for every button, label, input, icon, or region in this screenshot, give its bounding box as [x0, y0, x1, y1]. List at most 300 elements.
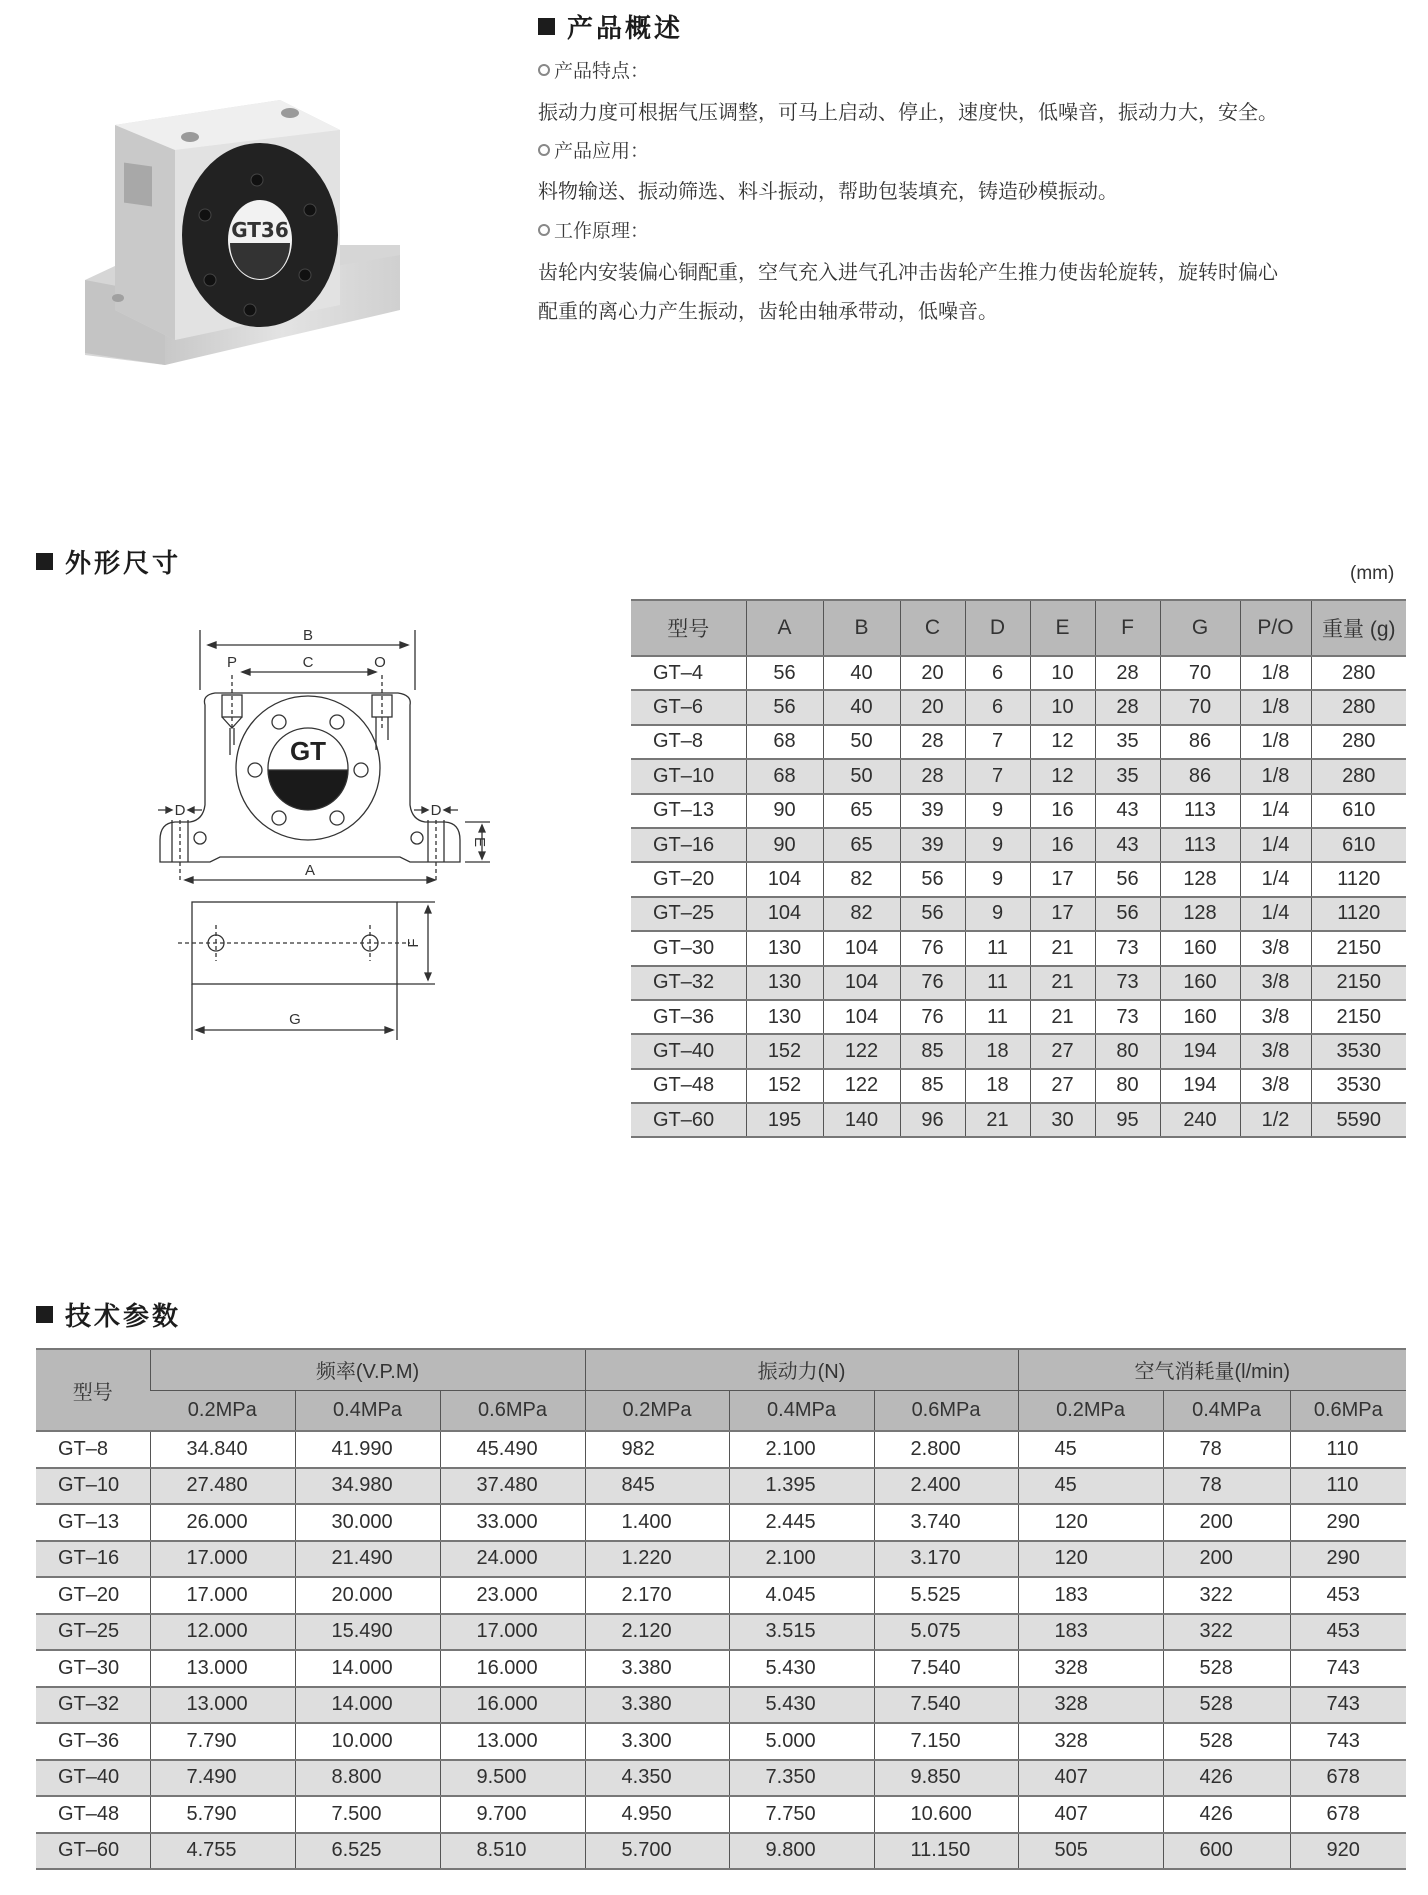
value-cell: 13.000: [150, 1650, 295, 1687]
table-row: [631, 794, 1406, 828]
value-cell: 9: [965, 794, 1030, 828]
value-cell: 290: [1290, 1504, 1406, 1541]
value-cell: 328: [1018, 1650, 1163, 1687]
value-cell: 3530: [1311, 1034, 1406, 1068]
overview-heading-text: 产品概述: [567, 14, 684, 44]
value-cell: 12.000: [150, 1614, 295, 1651]
column-header: D: [965, 600, 1030, 656]
value-cell: 130: [746, 931, 823, 965]
value-cell: 21: [965, 1103, 1030, 1137]
table-row: [631, 828, 1406, 862]
value-cell: 82: [823, 862, 900, 896]
pressure-header: 0.6MPa: [440, 1390, 585, 1431]
column-header: G: [1160, 600, 1240, 656]
value-cell: 21: [1030, 931, 1095, 965]
value-cell: 68: [746, 759, 823, 793]
model-cell: GT–40: [631, 1034, 746, 1068]
table-row: [631, 656, 1406, 690]
technical-table: [36, 1348, 1406, 1870]
value-cell: 11: [965, 1000, 1030, 1034]
table-row: [36, 1577, 1406, 1614]
value-cell: 20: [900, 690, 965, 724]
value-cell: 1120: [1311, 862, 1406, 896]
value-cell: 9: [965, 828, 1030, 862]
value-cell: 104: [823, 1000, 900, 1034]
value-cell: 10: [1030, 656, 1095, 690]
value-cell: 200: [1163, 1541, 1290, 1578]
frequency-group-header: 频率(V.P.M): [150, 1349, 585, 1390]
value-cell: 56: [746, 690, 823, 724]
value-cell: 453: [1290, 1577, 1406, 1614]
table-row: [36, 1468, 1406, 1505]
value-cell: 407: [1018, 1796, 1163, 1833]
value-cell: 128: [1160, 897, 1240, 931]
value-cell: 11: [965, 966, 1030, 1000]
value-cell: 328: [1018, 1723, 1163, 1760]
principle-text-line2: 配重的离心力产生振动，齿轮由轴承带动，低噪音。: [538, 299, 998, 323]
value-cell: 8.800: [295, 1760, 440, 1797]
value-cell: 195: [746, 1103, 823, 1137]
model-cell: GT–20: [58, 1583, 120, 1606]
column-header: E: [1030, 600, 1095, 656]
model-cell: GT–30: [653, 936, 715, 959]
table-row: [36, 1431, 1406, 1468]
table-row: [631, 931, 1406, 965]
value-cell: 1/2: [1240, 1103, 1311, 1137]
value-cell: 2150: [1311, 966, 1406, 1000]
pressure-header: 0.6MPa: [874, 1390, 1018, 1431]
photo-model-label: GT36: [231, 218, 289, 242]
value-cell: 528: [1163, 1723, 1290, 1760]
table-row: [631, 966, 1406, 1000]
model-cell: GT–25: [631, 897, 746, 931]
value-cell: 104: [823, 966, 900, 1000]
value-cell: 453: [1290, 1614, 1406, 1651]
model-cell: GT–16: [36, 1541, 150, 1578]
value-cell: 743: [1290, 1687, 1406, 1724]
value-cell: 10: [1030, 690, 1095, 724]
table-row: [36, 1614, 1406, 1651]
value-cell: 28: [1095, 690, 1160, 724]
value-cell: 90: [746, 828, 823, 862]
value-cell: 120: [1018, 1504, 1163, 1541]
value-cell: 2.170: [585, 1577, 729, 1614]
label-D-left: D: [174, 802, 186, 819]
value-cell: 3530: [1311, 1069, 1406, 1103]
value-cell: 16.000: [440, 1650, 585, 1687]
value-cell: 56: [746, 656, 823, 690]
value-cell: 426: [1163, 1796, 1290, 1833]
value-cell: 16: [1030, 828, 1095, 862]
value-cell: 80: [1095, 1034, 1160, 1068]
value-cell: 845: [585, 1468, 729, 1505]
dimensions-heading-text: 外形尺寸: [65, 549, 182, 579]
technical-heading-text: 技术参数: [65, 1302, 182, 1332]
value-cell: 140: [823, 1103, 900, 1137]
label-P: P: [226, 654, 238, 671]
dimensions-table: [631, 599, 1406, 1138]
value-cell: 30.000: [295, 1504, 440, 1541]
value-cell: 160: [1160, 1000, 1240, 1034]
value-cell: 280: [1311, 759, 1406, 793]
value-cell: 122: [823, 1034, 900, 1068]
value-cell: 20.000: [295, 1577, 440, 1614]
value-cell: 407: [1018, 1760, 1163, 1797]
pressure-header: 0.4MPa: [729, 1390, 874, 1431]
value-cell: 1/8: [1240, 725, 1311, 759]
table-row: [631, 1034, 1406, 1068]
value-cell: 110: [1290, 1468, 1406, 1505]
table-row: [36, 1760, 1406, 1797]
value-cell: 2.445: [729, 1504, 874, 1541]
value-cell: 76: [900, 966, 965, 1000]
value-cell: 122: [823, 1069, 900, 1103]
value-cell: 50: [823, 725, 900, 759]
table-row: [631, 1103, 1406, 1137]
model-cell: GT–40: [36, 1760, 150, 1797]
value-cell: 280: [1311, 725, 1406, 759]
value-cell: 678: [1290, 1760, 1406, 1797]
value-cell: 78: [1163, 1431, 1290, 1468]
air-consumption-group-header: 空气消耗量(l/min): [1018, 1349, 1406, 1390]
value-cell: 152: [746, 1069, 823, 1103]
pressure-header: 0.4MPa: [1163, 1390, 1290, 1431]
value-cell: 5.525: [874, 1577, 1018, 1614]
value-cell: 28: [1095, 656, 1160, 690]
value-cell: 1.395: [729, 1468, 874, 1505]
value-cell: 290: [1290, 1541, 1406, 1578]
model-cell: GT–4: [653, 661, 704, 684]
value-cell: 1.220: [585, 1541, 729, 1578]
value-cell: 9.700: [440, 1796, 585, 1833]
value-cell: 18: [965, 1034, 1030, 1068]
value-cell: 17.000: [150, 1577, 295, 1614]
value-cell: 5.430: [729, 1687, 874, 1724]
value-cell: 3.380: [585, 1650, 729, 1687]
value-cell: 45: [1018, 1431, 1163, 1468]
value-cell: 5.790: [150, 1796, 295, 1833]
model-cell: GT–8: [58, 1437, 109, 1460]
value-cell: 16: [1030, 794, 1095, 828]
unit-note: (mm): [1350, 563, 1395, 584]
value-cell: 328: [1018, 1687, 1163, 1724]
value-cell: 528: [1163, 1687, 1290, 1724]
value-cell: 11.150: [874, 1833, 1018, 1870]
value-cell: 322: [1163, 1577, 1290, 1614]
value-cell: 7.540: [874, 1650, 1018, 1687]
pressure-header: 0.2MPa: [150, 1390, 295, 1431]
value-cell: 194: [1160, 1034, 1240, 1068]
value-cell: 4.755: [150, 1833, 295, 1870]
model-cell: GT–32: [631, 966, 746, 1000]
column-header: C: [900, 600, 965, 656]
model-cell: GT–13: [653, 799, 715, 822]
value-cell: 120: [1018, 1541, 1163, 1578]
value-cell: 27.480: [150, 1468, 295, 1505]
value-cell: 14.000: [295, 1687, 440, 1724]
product-photo: [70, 95, 410, 375]
pressure-header: 0.2MPa: [585, 1390, 729, 1431]
application-text: 料物输送、振动筛选、料斗振动，帮助包装填充，铸造砂模振动。: [538, 179, 1118, 203]
value-cell: 20: [900, 656, 965, 690]
heading-square-icon: [36, 1306, 53, 1323]
value-cell: 104: [746, 897, 823, 931]
principle-label: [538, 216, 649, 243]
model-cell: GT–60: [36, 1833, 150, 1870]
value-cell: 7.350: [729, 1760, 874, 1797]
value-cell: 160: [1160, 931, 1240, 965]
value-cell: 9.850: [874, 1760, 1018, 1797]
value-cell: 505: [1018, 1833, 1163, 1870]
value-cell: 27: [1030, 1034, 1095, 1068]
value-cell: 9: [965, 862, 1030, 896]
principle-text-line1: 齿轮内安装偏心铜配重，空气充入进气孔冲击齿轮产生推力使齿轮旋转，旋转时偏心: [538, 260, 1278, 284]
value-cell: 85: [900, 1034, 965, 1068]
value-cell: 3/8: [1240, 1069, 1311, 1103]
value-cell: 45: [1018, 1468, 1163, 1505]
value-cell: 73: [1095, 931, 1160, 965]
value-cell: 1.400: [585, 1504, 729, 1541]
model-cell: GT–36: [653, 1005, 715, 1028]
value-cell: 128: [1160, 862, 1240, 896]
circle-bullet-icon: [538, 64, 550, 76]
value-cell: 7.540: [874, 1687, 1018, 1724]
value-cell: 3/8: [1240, 1034, 1311, 1068]
value-cell: 35: [1095, 759, 1160, 793]
value-cell: 6.525: [295, 1833, 440, 1870]
value-cell: 3.380: [585, 1687, 729, 1724]
value-cell: 30: [1030, 1103, 1095, 1137]
overview-heading: [538, 8, 683, 45]
value-cell: 2.100: [729, 1431, 874, 1468]
model-cell: GT–60: [631, 1103, 746, 1137]
value-cell: 7.750: [729, 1796, 874, 1833]
value-cell: 28: [900, 725, 965, 759]
value-cell: 600: [1163, 1833, 1290, 1870]
value-cell: 12: [1030, 725, 1095, 759]
application-label-text: 产品应用：: [554, 140, 650, 162]
value-cell: 7: [965, 725, 1030, 759]
drawing-logo-label: GT: [289, 736, 327, 766]
column-header: B: [823, 600, 900, 656]
value-cell: 1/4: [1240, 897, 1311, 931]
value-cell: 21: [1030, 1000, 1095, 1034]
model-cell: GT–36: [58, 1729, 120, 1752]
value-cell: 13.000: [150, 1687, 295, 1724]
label-G: G: [289, 1011, 301, 1028]
value-cell: 10.000: [295, 1723, 440, 1760]
value-cell: 2.800: [874, 1431, 1018, 1468]
features-text: 振动力度可根据气压调整，可马上启动、停止，速度快，低噪音，振动力大，安全。: [538, 100, 1278, 124]
value-cell: 37.480: [440, 1468, 585, 1505]
model-cell: GT–6: [631, 690, 746, 724]
table-row: [631, 725, 1406, 759]
value-cell: 17: [1030, 897, 1095, 931]
value-cell: 4.350: [585, 1760, 729, 1797]
value-cell: 96: [900, 1103, 965, 1137]
value-cell: 3/8: [1240, 931, 1311, 965]
value-cell: 15.490: [295, 1614, 440, 1651]
value-cell: 7.490: [150, 1760, 295, 1797]
circle-bullet-icon: [538, 144, 550, 156]
value-cell: 14.000: [295, 1650, 440, 1687]
value-cell: 56: [900, 862, 965, 896]
value-cell: 3.300: [585, 1723, 729, 1760]
value-cell: 9.800: [729, 1833, 874, 1870]
model-cell: GT–10: [631, 759, 746, 793]
value-cell: 56: [1095, 862, 1160, 896]
model-cell: GT–48: [58, 1802, 120, 1825]
value-cell: 40: [823, 690, 900, 724]
column-header: P/O: [1240, 600, 1311, 656]
value-cell: 610: [1311, 828, 1406, 862]
value-cell: 678: [1290, 1796, 1406, 1833]
value-cell: 2.100: [729, 1541, 874, 1578]
value-cell: 3.740: [874, 1504, 1018, 1541]
features-label: [538, 56, 649, 83]
table-row: [36, 1650, 1406, 1687]
value-cell: 7.500: [295, 1796, 440, 1833]
value-cell: 5.000: [729, 1723, 874, 1760]
label-E: E: [471, 836, 488, 848]
label-C: C: [302, 654, 314, 671]
value-cell: 18: [965, 1069, 1030, 1103]
value-cell: 21.490: [295, 1541, 440, 1578]
heading-square-icon: [538, 18, 555, 35]
pressure-header: 0.6MPa: [1290, 1390, 1406, 1431]
table-row: [36, 1796, 1406, 1833]
value-cell: 65: [823, 794, 900, 828]
value-cell: 5.075: [874, 1614, 1018, 1651]
value-cell: 9.500: [440, 1760, 585, 1797]
label-B: B: [302, 627, 314, 644]
value-cell: 35: [1095, 725, 1160, 759]
value-cell: 76: [900, 931, 965, 965]
value-cell: 5590: [1311, 1103, 1406, 1137]
value-cell: 3.170: [874, 1541, 1018, 1578]
value-cell: 3/8: [1240, 966, 1311, 1000]
table-row: [631, 897, 1406, 931]
value-cell: 6: [965, 690, 1030, 724]
application-label: [538, 136, 649, 163]
column-header: F: [1095, 600, 1160, 656]
value-cell: 9: [965, 897, 1030, 931]
value-cell: 426: [1163, 1760, 1290, 1797]
value-cell: 24.000: [440, 1541, 585, 1578]
value-cell: 1/8: [1240, 656, 1311, 690]
column-header: 型号: [631, 600, 746, 656]
model-cell: GT–48: [653, 1074, 715, 1097]
value-cell: 280: [1311, 656, 1406, 690]
value-cell: 2150: [1311, 931, 1406, 965]
value-cell: 200: [1163, 1504, 1290, 1541]
value-cell: 43: [1095, 828, 1160, 862]
value-cell: 194: [1160, 1069, 1240, 1103]
value-cell: 80: [1095, 1069, 1160, 1103]
pressure-header: 0.2MPa: [1018, 1390, 1163, 1431]
table-row: [36, 1687, 1406, 1724]
value-cell: 110: [1290, 1431, 1406, 1468]
label-O: O: [374, 654, 386, 671]
model-header: 型号: [36, 1349, 150, 1431]
value-cell: 982: [585, 1431, 729, 1468]
value-cell: 17.000: [150, 1541, 295, 1578]
model-cell: GT–25: [36, 1614, 150, 1651]
value-cell: 3.515: [729, 1614, 874, 1651]
technical-heading: [36, 1296, 181, 1333]
value-cell: 1/8: [1240, 690, 1311, 724]
column-header: 重量 (g): [1311, 600, 1406, 656]
label-F: F: [405, 938, 422, 948]
value-cell: 82: [823, 897, 900, 931]
value-cell: 86: [1160, 759, 1240, 793]
label-D-right: D: [430, 802, 442, 819]
force-group-header: 振动力(N): [585, 1349, 1018, 1390]
value-cell: 610: [1311, 794, 1406, 828]
circle-bullet-icon: [538, 224, 550, 236]
dimensions-table-header: [631, 600, 1406, 656]
value-cell: 17.000: [440, 1614, 585, 1651]
value-cell: 56: [900, 897, 965, 931]
value-cell: 12: [1030, 759, 1095, 793]
value-cell: 26.000: [150, 1504, 295, 1541]
value-cell: 68: [746, 725, 823, 759]
value-cell: 23.000: [440, 1577, 585, 1614]
value-cell: 7.790: [150, 1723, 295, 1760]
value-cell: 21: [1030, 966, 1095, 1000]
value-cell: 743: [1290, 1723, 1406, 1760]
value-cell: 28: [900, 759, 965, 793]
value-cell: 113: [1160, 794, 1240, 828]
value-cell: 130: [746, 1000, 823, 1034]
value-cell: 65: [823, 828, 900, 862]
dimensions-heading: [36, 543, 181, 580]
pressure-header: 0.4MPa: [295, 1390, 440, 1431]
value-cell: 4.045: [729, 1577, 874, 1614]
value-cell: 70: [1160, 656, 1240, 690]
value-cell: 104: [746, 862, 823, 896]
value-cell: 5.700: [585, 1833, 729, 1870]
value-cell: 1/4: [1240, 862, 1311, 896]
pressure-subheader-row: [36, 1390, 1406, 1431]
model-cell: GT–8: [653, 730, 704, 753]
value-cell: 7: [965, 759, 1030, 793]
heading-square-icon: [36, 553, 53, 570]
value-cell: 43: [1095, 794, 1160, 828]
value-cell: 85: [900, 1069, 965, 1103]
value-cell: 10.600: [874, 1796, 1018, 1833]
value-cell: 2.120: [585, 1614, 729, 1651]
value-cell: 183: [1018, 1614, 1163, 1651]
value-cell: 280: [1311, 690, 1406, 724]
model-cell: GT–16: [631, 828, 746, 862]
value-cell: 50: [823, 759, 900, 793]
value-cell: 1/4: [1240, 828, 1311, 862]
value-cell: 322: [1163, 1614, 1290, 1651]
value-cell: 528: [1163, 1650, 1290, 1687]
table-row: [631, 759, 1406, 793]
value-cell: 5.430: [729, 1650, 874, 1687]
value-cell: 104: [823, 931, 900, 965]
value-cell: 34.840: [150, 1431, 295, 1468]
table-row: [36, 1723, 1406, 1760]
value-cell: 4.950: [585, 1796, 729, 1833]
table-row: [631, 1069, 1406, 1103]
value-cell: 160: [1160, 966, 1240, 1000]
value-cell: 130: [746, 966, 823, 1000]
value-cell: 7.150: [874, 1723, 1018, 1760]
table-row: [36, 1833, 1406, 1870]
